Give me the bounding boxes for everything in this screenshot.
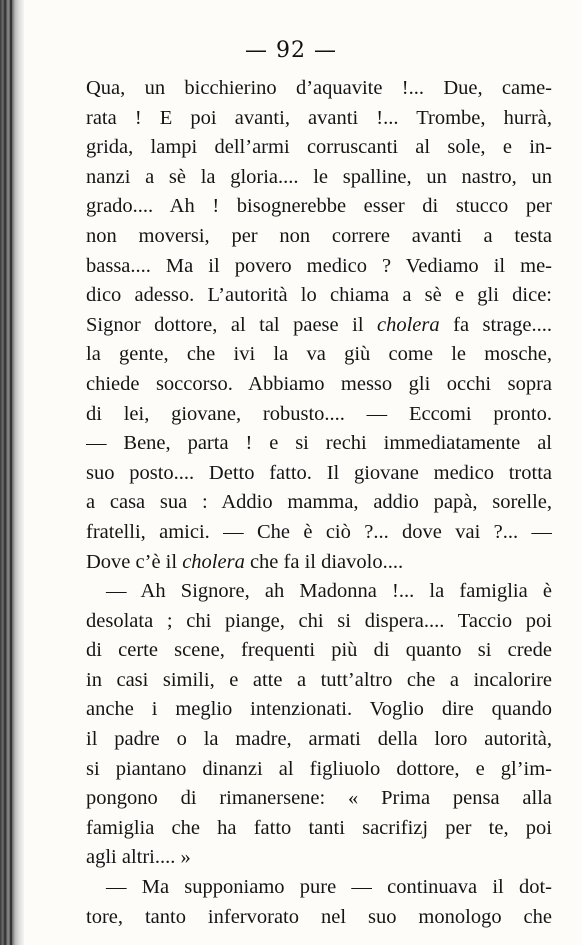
text-line: anche i meglio intenzionati. Voglio dire quando xyxy=(86,698,552,721)
text-segment: Signor dottore, al tal paese il xyxy=(86,313,378,336)
text-line: grida, lampi dell’armi corruscanti al sole, e in- xyxy=(86,136,552,159)
text-line: — Ah Signore, ah Madonna !... la famiglia è xyxy=(106,580,552,603)
text-line: in casi simili, e atte a tutt’altro che a incalorire xyxy=(86,668,552,691)
text-line: fratelli, amici. — Che è ciò ?... dove vai ?... — xyxy=(86,520,552,543)
text-line: rata ! E poi avanti, avanti !... Trombe, hurrà, xyxy=(86,106,552,129)
text-line: pongono di rimanersene: « Prima pensa alla xyxy=(86,787,552,810)
text-line: si piantano dinanzi al figliuolo dottore, e gl’im- xyxy=(86,757,552,780)
text-line: suo posto.... Detto fatto. Il giovane medico trotta xyxy=(86,461,552,484)
text-line: desolata ; chi piange, chi si dispera.... Taccio poi xyxy=(86,609,552,632)
italic-word: cholera xyxy=(377,313,440,336)
binding-line xyxy=(10,0,12,945)
text-line xyxy=(86,311,552,341)
text-line: agli altri.... » xyxy=(86,846,191,869)
italic-word: cholera xyxy=(182,550,245,573)
text-line: — Ma supponiamo pure — continuava il dot- xyxy=(106,876,552,899)
text-line: di lei, giovane, robusto.... — Eccomi pronto. xyxy=(86,402,552,425)
text-line: famiglia che ha fatto tanti sacrifizj per te, poi xyxy=(86,816,552,839)
text-segment: fa strage.... xyxy=(439,313,552,336)
text-line xyxy=(86,548,552,578)
text-line: non moversi, per non correre avanti a testa xyxy=(86,224,552,247)
text-segment: che fa il diavolo.... xyxy=(244,550,404,573)
text-line: bassa.... Ma il povero medico ? Vediamo il me- xyxy=(86,254,552,277)
text-line: di certe scene, frequenti più di quanto si crede xyxy=(86,639,552,662)
text-line: la gente, che ivi la va giù come le mosche, xyxy=(86,343,552,366)
page-number: — 92 — xyxy=(245,38,337,63)
text-line: grado.... Ah ! bisognerebbe esser di stucco per xyxy=(86,195,552,218)
body-text xyxy=(86,74,552,932)
text-line: chiede soccorso. Abbiamo messo gli occhi sopra xyxy=(86,372,552,395)
text-line: a casa sua : Addio mamma, addio papà, sorelle, xyxy=(86,491,552,514)
text-line: dico adesso. L’autorità lo chiama a sè e gli dice: xyxy=(86,284,552,307)
text-line: nanzi a sè la gloria.... le spalline, un nastro, un xyxy=(86,165,552,188)
text-line: — Bene, parta ! e si rechi immediatamente al xyxy=(86,432,552,455)
text-line: Qua, un bicchierino d’aquavite !... Due, came- xyxy=(86,77,552,99)
text-line: tore, tanto infervorato nel suo monologo che xyxy=(86,905,552,928)
page-gutter-shadow xyxy=(0,0,24,945)
text-line: il padre o la madre, armati della loro autorità, xyxy=(86,728,552,751)
text-segment: Dove c’è il xyxy=(86,550,183,573)
